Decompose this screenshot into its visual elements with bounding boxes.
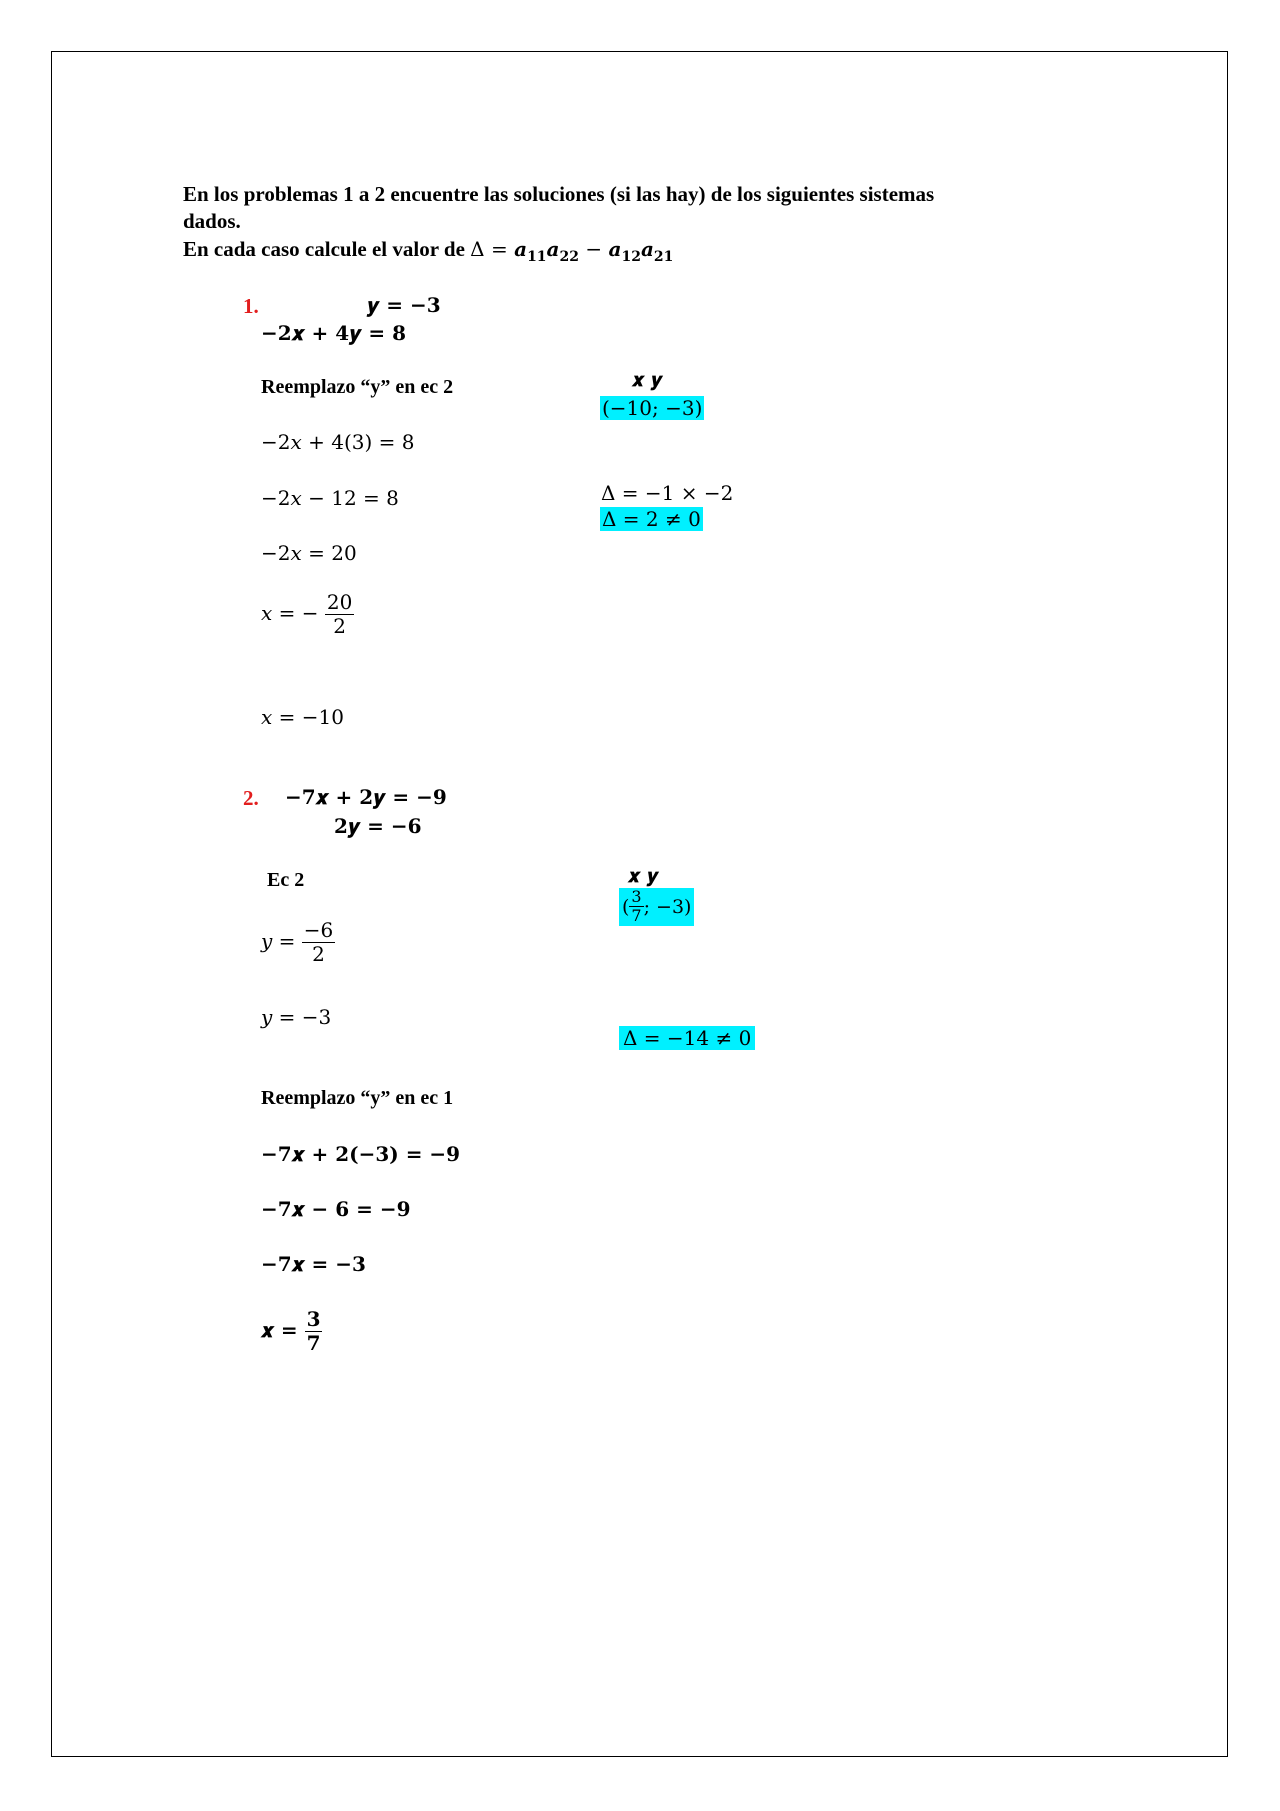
highlight: Δ = 2 ≠ 0 bbox=[602, 507, 701, 531]
problem-1-delta-result bbox=[600, 507, 703, 531]
fraction bbox=[302, 919, 335, 966]
subscript: 11 bbox=[527, 249, 547, 265]
highlight bbox=[619, 888, 694, 926]
numerator: −6 bbox=[303, 918, 334, 942]
denominator: 7 bbox=[631, 906, 642, 926]
numerator: 20 bbox=[326, 590, 353, 614]
problem-2-step-3: −𝟕𝒙 = −𝟑 bbox=[261, 1252, 366, 1276]
problem-2-step-1: −𝟕𝒙 + 𝟐(−𝟑) = −𝟗 bbox=[261, 1142, 461, 1166]
problem-1-solution bbox=[600, 396, 704, 420]
intro-line-2: dados. bbox=[183, 209, 241, 233]
problem-2-eq2: 𝟐𝒚 = −𝟔 bbox=[334, 814, 422, 838]
problem-1-step-3: −2𝑥 = 20 bbox=[261, 541, 357, 565]
problem-2-step-label: Reemplazo “y” en ec 1 bbox=[261, 1087, 454, 1109]
a-var: a bbox=[640, 237, 654, 261]
denominator: 2 bbox=[312, 942, 325, 966]
solution-rest: ; −3) bbox=[643, 895, 692, 918]
problem-1-delta-calc: Δ = −1 × −2 bbox=[601, 481, 734, 505]
a-var: a bbox=[608, 237, 622, 261]
denominator: 2 bbox=[333, 614, 346, 638]
problem-2-fraction-y bbox=[261, 919, 335, 966]
fraction bbox=[325, 591, 354, 638]
problem-2-number: 2. bbox=[243, 786, 259, 810]
problem-1-solution-header: 𝒙 𝒚 bbox=[632, 369, 663, 391]
problem-1-eq1: 𝒚 = −𝟑 bbox=[367, 293, 441, 317]
problem-2-solution-header: 𝒙 𝒚 bbox=[628, 865, 659, 887]
numerator: 3 bbox=[631, 887, 642, 906]
intro-line-3-text: En cada caso calcule el valor de bbox=[183, 237, 465, 261]
problem-1-fraction-step bbox=[261, 591, 354, 638]
fraction-lhs: 𝒙 = bbox=[261, 1318, 298, 1342]
delta-formula bbox=[470, 237, 674, 265]
problem-2-fraction-x bbox=[261, 1308, 322, 1355]
delta-symbol: Δ = bbox=[470, 237, 508, 261]
highlight: Δ = −14 ≠ 0 bbox=[619, 1026, 755, 1050]
intro-line-1: En los problemas 1 a 2 encuentre las soluciones (si las hay) de los siguientes sistemas bbox=[183, 182, 935, 206]
numerator: 𝟑 bbox=[306, 1307, 321, 1331]
a-var: a bbox=[546, 237, 560, 261]
subscript: 22 bbox=[559, 249, 579, 265]
subscript: 21 bbox=[653, 249, 674, 265]
problem-1-eq2: −𝟐𝒙 + 𝟒𝒚 = 𝟖 bbox=[261, 321, 406, 345]
fraction bbox=[305, 1308, 323, 1355]
minus-sign: − bbox=[585, 237, 603, 261]
subscript: 12 bbox=[621, 249, 641, 265]
a-var: a bbox=[514, 237, 528, 261]
problem-1-step-1: −2𝑥 + 4(3) = 8 bbox=[261, 430, 415, 454]
highlight: (−10; −3) bbox=[602, 396, 703, 420]
problem-2-ec-label: Ec 2 bbox=[267, 869, 305, 891]
problem-2-y-result: 𝑦 = −3 bbox=[261, 1005, 332, 1029]
problem-1-number: 1. bbox=[243, 294, 259, 318]
fraction-lhs: 𝑦 = bbox=[261, 929, 296, 953]
problem-2-eq1: −𝟕𝒙 + 𝟐𝒚 = −𝟗 bbox=[285, 785, 447, 809]
problem-1-step-label: Reemplazo “y” en ec 2 bbox=[261, 376, 454, 398]
denominator: 𝟕 bbox=[306, 1331, 321, 1355]
fraction-lhs: 𝑥 = − bbox=[261, 601, 319, 625]
problem-1-step-2: −2𝑥 − 12 = 8 bbox=[261, 486, 399, 510]
problem-2-step-2: −𝟕𝒙 − 𝟔 = −𝟗 bbox=[261, 1197, 411, 1221]
problem-1-result: 𝑥 = −10 bbox=[261, 705, 344, 729]
problem-2-delta-result bbox=[619, 1026, 755, 1050]
paren-open: ( bbox=[622, 895, 630, 918]
problem-2-solution bbox=[619, 888, 694, 926]
fraction bbox=[629, 888, 643, 926]
intro-line-3 bbox=[183, 236, 673, 271]
